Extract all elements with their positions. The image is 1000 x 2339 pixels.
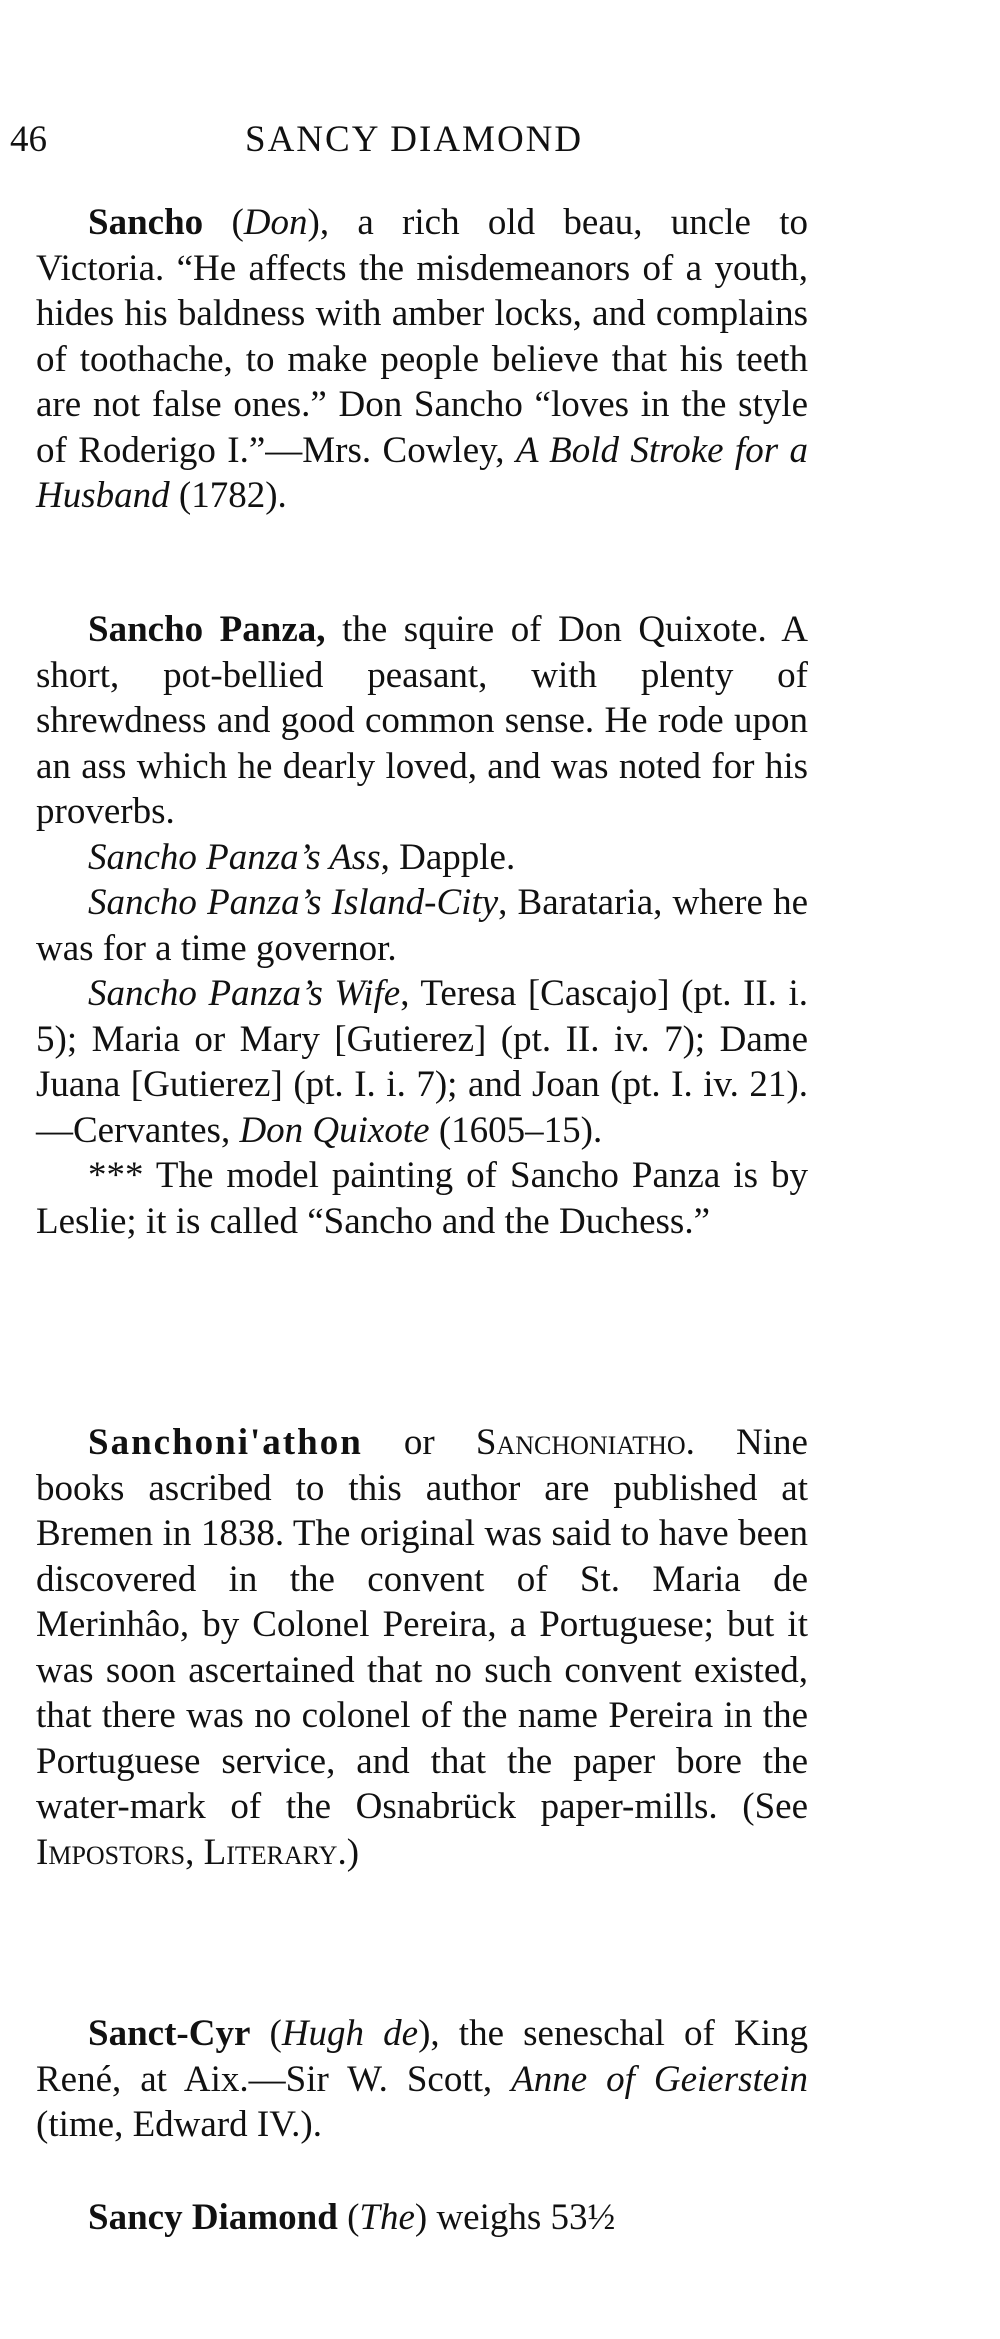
entry-text: Sancho Panza, the squire of Don Quixote. A short, pot-bellied peasant, with plenty of shrewdness and good common sense. He rode upon an ass which he dearly loved, and was noted for his proverbs.	[36, 609, 809, 832]
subentry-wife: Sancho Panza’s Wife, Teresa [Cascajo] (pt. II. i. 5); Maria or Mary [Gutierez] (pt. II. iv. 7); Dame Juana [Gutierez] (pt. I. i. 7); and Joan (pt. I. iv. 21).—Cervantes, Don Quixote (1605–15).	[36, 973, 808, 1151]
subentry-ass: Sancho Panza’s Ass, Dapple.	[88, 836, 516, 878]
entry-sancy-diamond	[36, 2195, 808, 2241]
entry-headword: Sancho	[88, 202, 204, 243]
entry-text: Sancy Diamond (The) weighs 53½	[88, 2197, 616, 2238]
entry-sanct-cyr	[36, 2011, 808, 2148]
entry-sancho	[36, 200, 808, 519]
entry-text: Sanchoni'athon or Sanchoniatho. Nine books ascribed to this author are published at Bremen in 1838. The original was said to have been discovered in the convent of St. Maria de Merinhâo, by Colonel Pereira, a Portuguese; but it was soon ascertained that no such convent existed, that there was no colonel of the name Pereira in the Portuguese service, and that the paper bore the water-mark of the Osnabrück paper-mills. (See Impostors, Literary.)	[36, 1422, 808, 1873]
page-number: 46	[10, 119, 47, 160]
entry-text: Sancho (Don), a rich old beau, uncle to Victoria. “He affects the misdemeanors of a youth, hides his baldness with amber locks, and complains of toothache, to make people believe that his teeth are not false ones.” Don Sancho “loves in the style of Roderigo I.”—Mrs. Cowley, A Bold Stroke for a Husband (1782).	[36, 202, 808, 516]
cross-reference: Impostors, Literary	[36, 1831, 338, 1873]
subentry-island-city: Sancho Panza’s Island-City, Barataria, where he was for a time governor.	[36, 882, 808, 969]
running-title: SANCY DIAMOND	[245, 119, 584, 160]
entry-sanchoniathon	[36, 1420, 808, 1875]
footnote: *** The model painting of Sancho Panza is by Leslie; it is called “Sancho and the Duchess.”	[36, 1155, 808, 1242]
entry-headword: Sancy Diamond	[88, 2197, 338, 2238]
entry-headword: Sanchoni'athon	[88, 1422, 363, 1463]
entry-text: Sanct-Cyr (Hugh de), the seneschal of King René, at Aix.—Sir W. Scott, Anne of Geierstein (time, Edward IV.).	[36, 2013, 808, 2145]
entry-sancho-panza	[36, 607, 808, 1244]
work-title: Anne of Geierstein	[511, 2058, 808, 2100]
entry-headword: Sanct-Cyr	[88, 2013, 251, 2054]
work-title: A Bold Stroke for a Husband	[36, 429, 808, 516]
work-title: Don Quixote	[239, 1109, 430, 1151]
entry-headword: Sancho Panza,	[88, 609, 326, 650]
